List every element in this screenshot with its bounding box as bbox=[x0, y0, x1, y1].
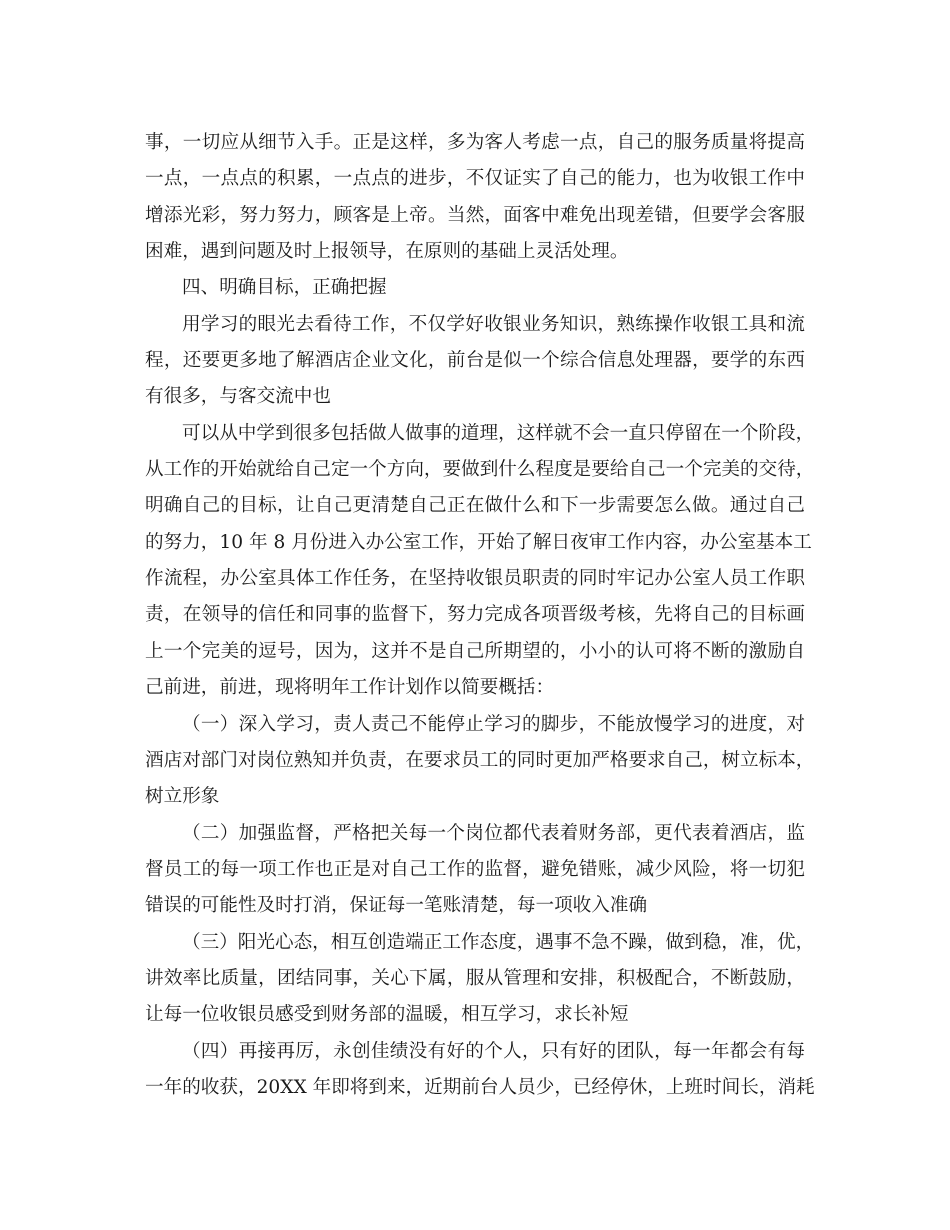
text-line: 上一个完美的逗号，因为，这并不是自己所期望的，小小的认可将不断的激励自 bbox=[145, 640, 805, 662]
text-line: 让每一位收银员感受到财务部的温暖，相互学习，求长补短 bbox=[145, 1004, 629, 1026]
text-line: 明确自己的目标，让自己更清楚自己正在做什么和下一步需要怎么做。通过自己 bbox=[145, 495, 805, 517]
text-line: 增添光彩，努力努力，顾客是上帝。当然，面客中难免出现差错，但要学会客服 bbox=[145, 204, 805, 226]
text-line: 的努力，10 年 8 月份进入办公室工作，开始了解日夜审工作内容，办公室基本工 bbox=[145, 531, 812, 553]
document-body bbox=[145, 125, 815, 1106]
text-line: 讲效率比质量，团结同事，关心下属，服从管理和安排，积极配合，不断鼓励， bbox=[145, 967, 805, 989]
text-line: （四）再接再厉，永创佳绩没有好的个人，只有好的团队，每一年都会有每 bbox=[182, 1040, 805, 1062]
text-line: 有很多，与客交流中也 bbox=[145, 386, 331, 408]
text-line: 事，一切应从细节入手。正是这样，多为客人考虑一点，自己的服务质量将提高 bbox=[145, 132, 805, 153]
text-line: 四、明确目标，正确把握 bbox=[182, 277, 387, 299]
text-line: 己前进，前进，现将明年工作计划作以简要概括： bbox=[145, 677, 555, 699]
text-line: 责，在领导的信任和同事的监督下，努力完成各项晋级考核，先将自己的目标画 bbox=[145, 604, 805, 626]
text-line: 困难，遇到问题及时上报领导，在原则的基础上灵活处理。 bbox=[145, 241, 629, 263]
text-line: 程，还要更多地了解酒店企业文化，前台是似一个综合信息处理器，要学的东西 bbox=[145, 350, 805, 372]
text-line: 一点，一点点的积累，一点点的进步，不仅证实了自己的能力，也为收银工作中 bbox=[145, 168, 805, 190]
text-line: 可以从中学到很多包括做人做事的道理，这样就不会一直只停留在一个阶段， bbox=[182, 422, 815, 444]
text-line: 酒店对部门对岗位熟知并负责，在要求员工的同时更加严格要求自己，树立标本， bbox=[145, 749, 815, 771]
text-line: 错误的可能性及时打消，保证每一笔账清楚，每一项收入准确 bbox=[145, 895, 648, 917]
text-line: 督员工的每一项工作也正是对自己工作的监督，避免错账，减少风险，将一切犯 bbox=[145, 858, 805, 880]
text-line: 从工作的开始就给自己定一个方向，要做到什么程度是要给自己一个完美的交待， bbox=[145, 459, 815, 481]
text-line: （二）加强监督，严格把关每一个岗位都代表着财务部，更代表着酒店，监 bbox=[182, 822, 805, 844]
text-line: 用学习的眼光去看待工作，不仅学好收银业务知识，熟练操作收银工具和流 bbox=[182, 313, 805, 335]
text-line: （一）深入学习，责人责己不能停止学习的脚步，不能放慢学习的进度，对 bbox=[182, 713, 805, 735]
text-line: 作流程，办公室具体工作任务，在坚持收银员职责的同时牢记办公室人员工作职 bbox=[145, 568, 805, 590]
text-line: （三）阳光心态，相互创造端正工作态度，遇事不急不躁，做到稳，准，优， bbox=[182, 931, 815, 953]
text-line: 树立形象 bbox=[145, 786, 220, 808]
text-line: 一年的收获，20XX 年即将到来，近期前台人员少，已经停休，上班时间长，消耗 bbox=[145, 1076, 815, 1098]
